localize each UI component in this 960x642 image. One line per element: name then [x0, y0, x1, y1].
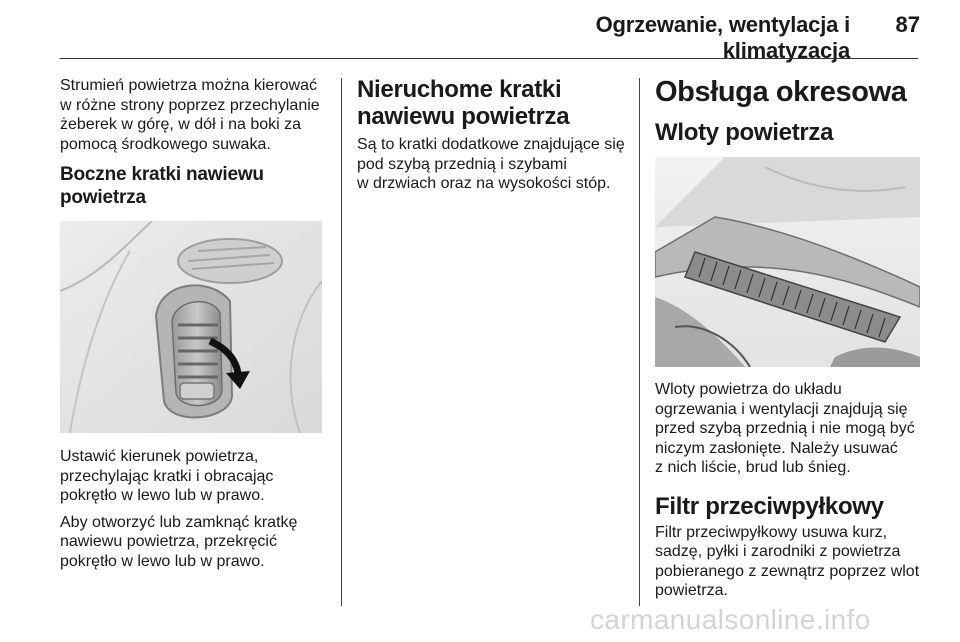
fixed-vents-paragraph — [357, 135, 627, 194]
side-vents-heading — [60, 163, 328, 209]
air-intake-illustration — [655, 157, 920, 367]
text-line: pokrętło w lewo lub w prawo. — [60, 552, 265, 570]
text-line: ogrzewania i wentylacji znajdują się — [655, 400, 908, 418]
text-line: Aby otworzyć lub zamknąć kratkę — [60, 513, 298, 531]
air-intake-heading: Wloty powietrza — [655, 119, 834, 146]
heading-line: Nieruchome kratki — [357, 76, 562, 103]
text-line: przechylając kratki i obracając — [60, 467, 274, 485]
pollen-filter-heading: Filtr przeciwpyłkowy — [655, 492, 884, 520]
pollen-filter-paragraph — [655, 523, 925, 601]
heading-line: Boczne kratki nawiewu — [60, 164, 264, 185]
direction-paragraph — [60, 447, 328, 506]
text-line: Strumień powietrza można kierować — [60, 77, 317, 94]
text-line: Filtr przeciwpyłkowy usuwa kurz, — [655, 523, 888, 541]
header-divider — [60, 58, 918, 59]
air-intake-paragraph — [655, 380, 925, 478]
column-2 — [357, 76, 627, 194]
intro-paragraph — [60, 76, 328, 154]
text-line: żeberek w górę, w dół i na boki za — [60, 116, 302, 133]
open-close-paragraph — [60, 513, 328, 572]
column-1 — [60, 76, 328, 571]
text-line: sadzę, pyłki i zarodniki z powietrza — [655, 543, 901, 560]
heading-line: nawiewu powietrza — [357, 103, 570, 130]
column-divider-right — [639, 78, 640, 606]
text-line: pod szybą przednią i szybami — [357, 155, 567, 173]
page-header-title: Ogrzewanie, wentylacja i klimatyzacja — [595, 12, 850, 63]
text-line: przed szybą przednią i nie mogą być — [655, 420, 915, 437]
text-line: Są to kratki dodatkowe znajdujące się — [357, 136, 625, 153]
text-line: nawiewu powietrza, przekręcić — [60, 533, 277, 550]
text-line: pokrętło w lewo lub w prawo. — [60, 487, 265, 504]
text-line: niczym zasłonięte. Należy usuwać — [655, 439, 898, 457]
text-line: w drzwiach oraz na wysokości stóp. — [357, 175, 611, 192]
heading-line: powietrza — [60, 187, 146, 208]
page-number: 87 — [895, 12, 920, 37]
side-vent-illustration — [60, 221, 322, 433]
text-line: z nich liście, brud lub śnieg. — [655, 459, 851, 476]
text-line: Wloty powietrza do układu — [655, 381, 842, 398]
fixed-vents-heading — [357, 76, 627, 130]
text-line: Ustawić kierunek powietrza, — [60, 448, 259, 465]
site-watermark: carmanualsonline.info — [590, 604, 871, 635]
column-divider-left — [341, 78, 342, 606]
chapter-heading: Obsługa okresowa — [655, 76, 907, 108]
text-line: w różne strony poprzez przechylanie — [60, 96, 320, 114]
text-line: pobieranego z zewnątrz poprzez wlot — [655, 562, 920, 580]
column-3 — [655, 76, 925, 601]
text-line: pomocą środkowego suwaka. — [60, 135, 271, 153]
text-line: powietrza. — [655, 582, 728, 599]
